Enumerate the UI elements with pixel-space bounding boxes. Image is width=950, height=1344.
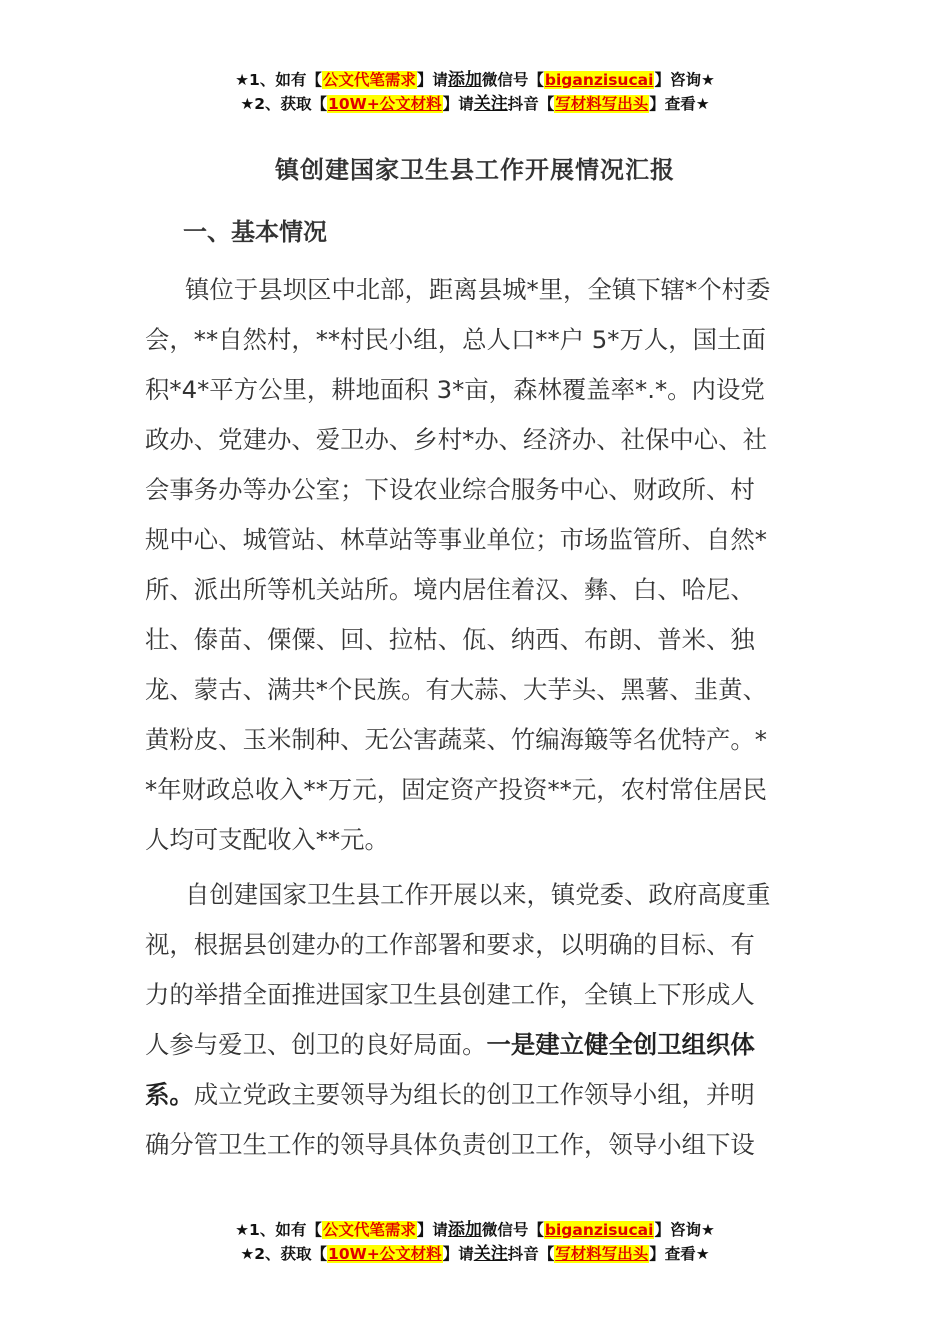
banner-text: ★1、如有【 [235, 1221, 322, 1239]
text-line: 龙、蒙古、满共*个民族。有大蒜、大芋头、黑薯、韭黄、 [145, 675, 767, 704]
text-run: 成立党政主要领导为组长的创卫工作领导小组，并明 [193, 1080, 755, 1109]
banner-text: 】咨询★ [654, 71, 715, 89]
banner-text: 抖音【 [507, 1245, 555, 1263]
banner-text: ★2、获取【 [240, 95, 328, 113]
document-title: 镇创建国家卫生县工作开展情况汇报 [275, 156, 675, 184]
text-line: 力的举措全面推进国家卫生县创建工作，全镇上下形成人 [145, 980, 755, 1009]
banner-text: 】咨询★ [654, 1221, 715, 1239]
text-line [145, 1070, 800, 1120]
banner-highlight: 写材料写出头 [555, 95, 649, 113]
banner-line-1 [0, 68, 950, 92]
banner-text: 】请 [442, 95, 474, 113]
banner-text: 】查看★ [649, 1245, 710, 1263]
text-line: 壮、傣苗、傈僳、回、拉枯、佤、纳西、布朗、普米、独 [145, 625, 755, 654]
text-line: 自创建国家卫生县工作开展以来，镇党委、政府高度重 [185, 880, 771, 909]
banner-highlight: 写材料写出头 [555, 1245, 649, 1263]
banner-highlight: 10W+公文材料 [328, 95, 442, 113]
text-line [145, 1020, 800, 1070]
header-banner [0, 68, 950, 116]
text-line: *年财政总收入**万元，固定资产投资**元，农村常住居民 [145, 775, 767, 804]
text-line: 镇位于县坝区中北部，距离县城*里，全镇下辖*个村委 [185, 275, 771, 304]
bold-text-run: 一是建立健全创卫组织体 [486, 1030, 755, 1059]
banner-emphasis: 添加 [447, 70, 482, 90]
banner-text: 微信号【 [481, 71, 544, 89]
paragraph-1 [145, 265, 800, 865]
text-line: 政办、党建办、爱卫办、乡村*办、经济办、社保中心、社 [145, 425, 767, 454]
text-run: 人参与爱卫、创卫的良好局面。 [145, 1030, 487, 1059]
section-heading: 一、基本情况 [183, 218, 327, 246]
banner-line-2 [0, 1242, 950, 1266]
banner-line-2 [0, 92, 950, 116]
banner-highlight: 公文代笔需求 [322, 71, 416, 89]
text-line: 会，**自然村，**村民小组，总人口**户 5*万人，国土面 [145, 325, 766, 354]
text-line: 规中心、城管站、林草站等事业单位；市场监管所、自然* [145, 525, 767, 554]
text-line: 黄粉皮、玉米制种、无公害蔬菜、竹编海簸等名优特产。* [145, 725, 767, 754]
banner-emphasis: 关注 [473, 94, 508, 114]
text-line: 人均可支配收入**元。 [145, 825, 389, 854]
banner-highlight: 10W+公文材料 [328, 1245, 442, 1263]
banner-text: 微信号【 [481, 1221, 544, 1239]
banner-text: ★2、获取【 [240, 1245, 328, 1263]
banner-text: 抖音【 [507, 95, 555, 113]
banner-text: 】请 [416, 71, 448, 89]
banner-highlight: biganzisucai [544, 71, 654, 89]
text-line: 确分管卫生工作的领导具体负责创卫工作，领导小组下设 [145, 1130, 755, 1159]
text-line: 视，根据县创建办的工作部署和要求，以明确的目标、有 [145, 930, 755, 959]
banner-text: 】请 [416, 1221, 448, 1239]
bold-text-run: 系。 [145, 1080, 194, 1109]
banner-text: 】请 [442, 1245, 474, 1263]
banner-highlight: 公文代笔需求 [322, 1221, 416, 1239]
text-line: 会事务办等办公室；下设农业综合服务中心、财政所、村 [145, 475, 755, 504]
text-line: 所、派出所等机关站所。境内居住着汉、彝、白、哈尼、 [145, 575, 755, 604]
banner-highlight: biganzisucai [544, 1221, 654, 1239]
banner-line-1 [0, 1218, 950, 1242]
banner-emphasis: 添加 [447, 1220, 482, 1240]
text-line: 积*4*平方公里，耕地面积 3*亩，森林覆盖率*.*。内设党 [145, 375, 765, 404]
banner-emphasis: 关注 [473, 1244, 508, 1264]
banner-text: ★1、如有【 [235, 71, 322, 89]
banner-text: 】查看★ [649, 95, 710, 113]
paragraph-2 [145, 870, 800, 1170]
footer-banner [0, 1218, 950, 1266]
